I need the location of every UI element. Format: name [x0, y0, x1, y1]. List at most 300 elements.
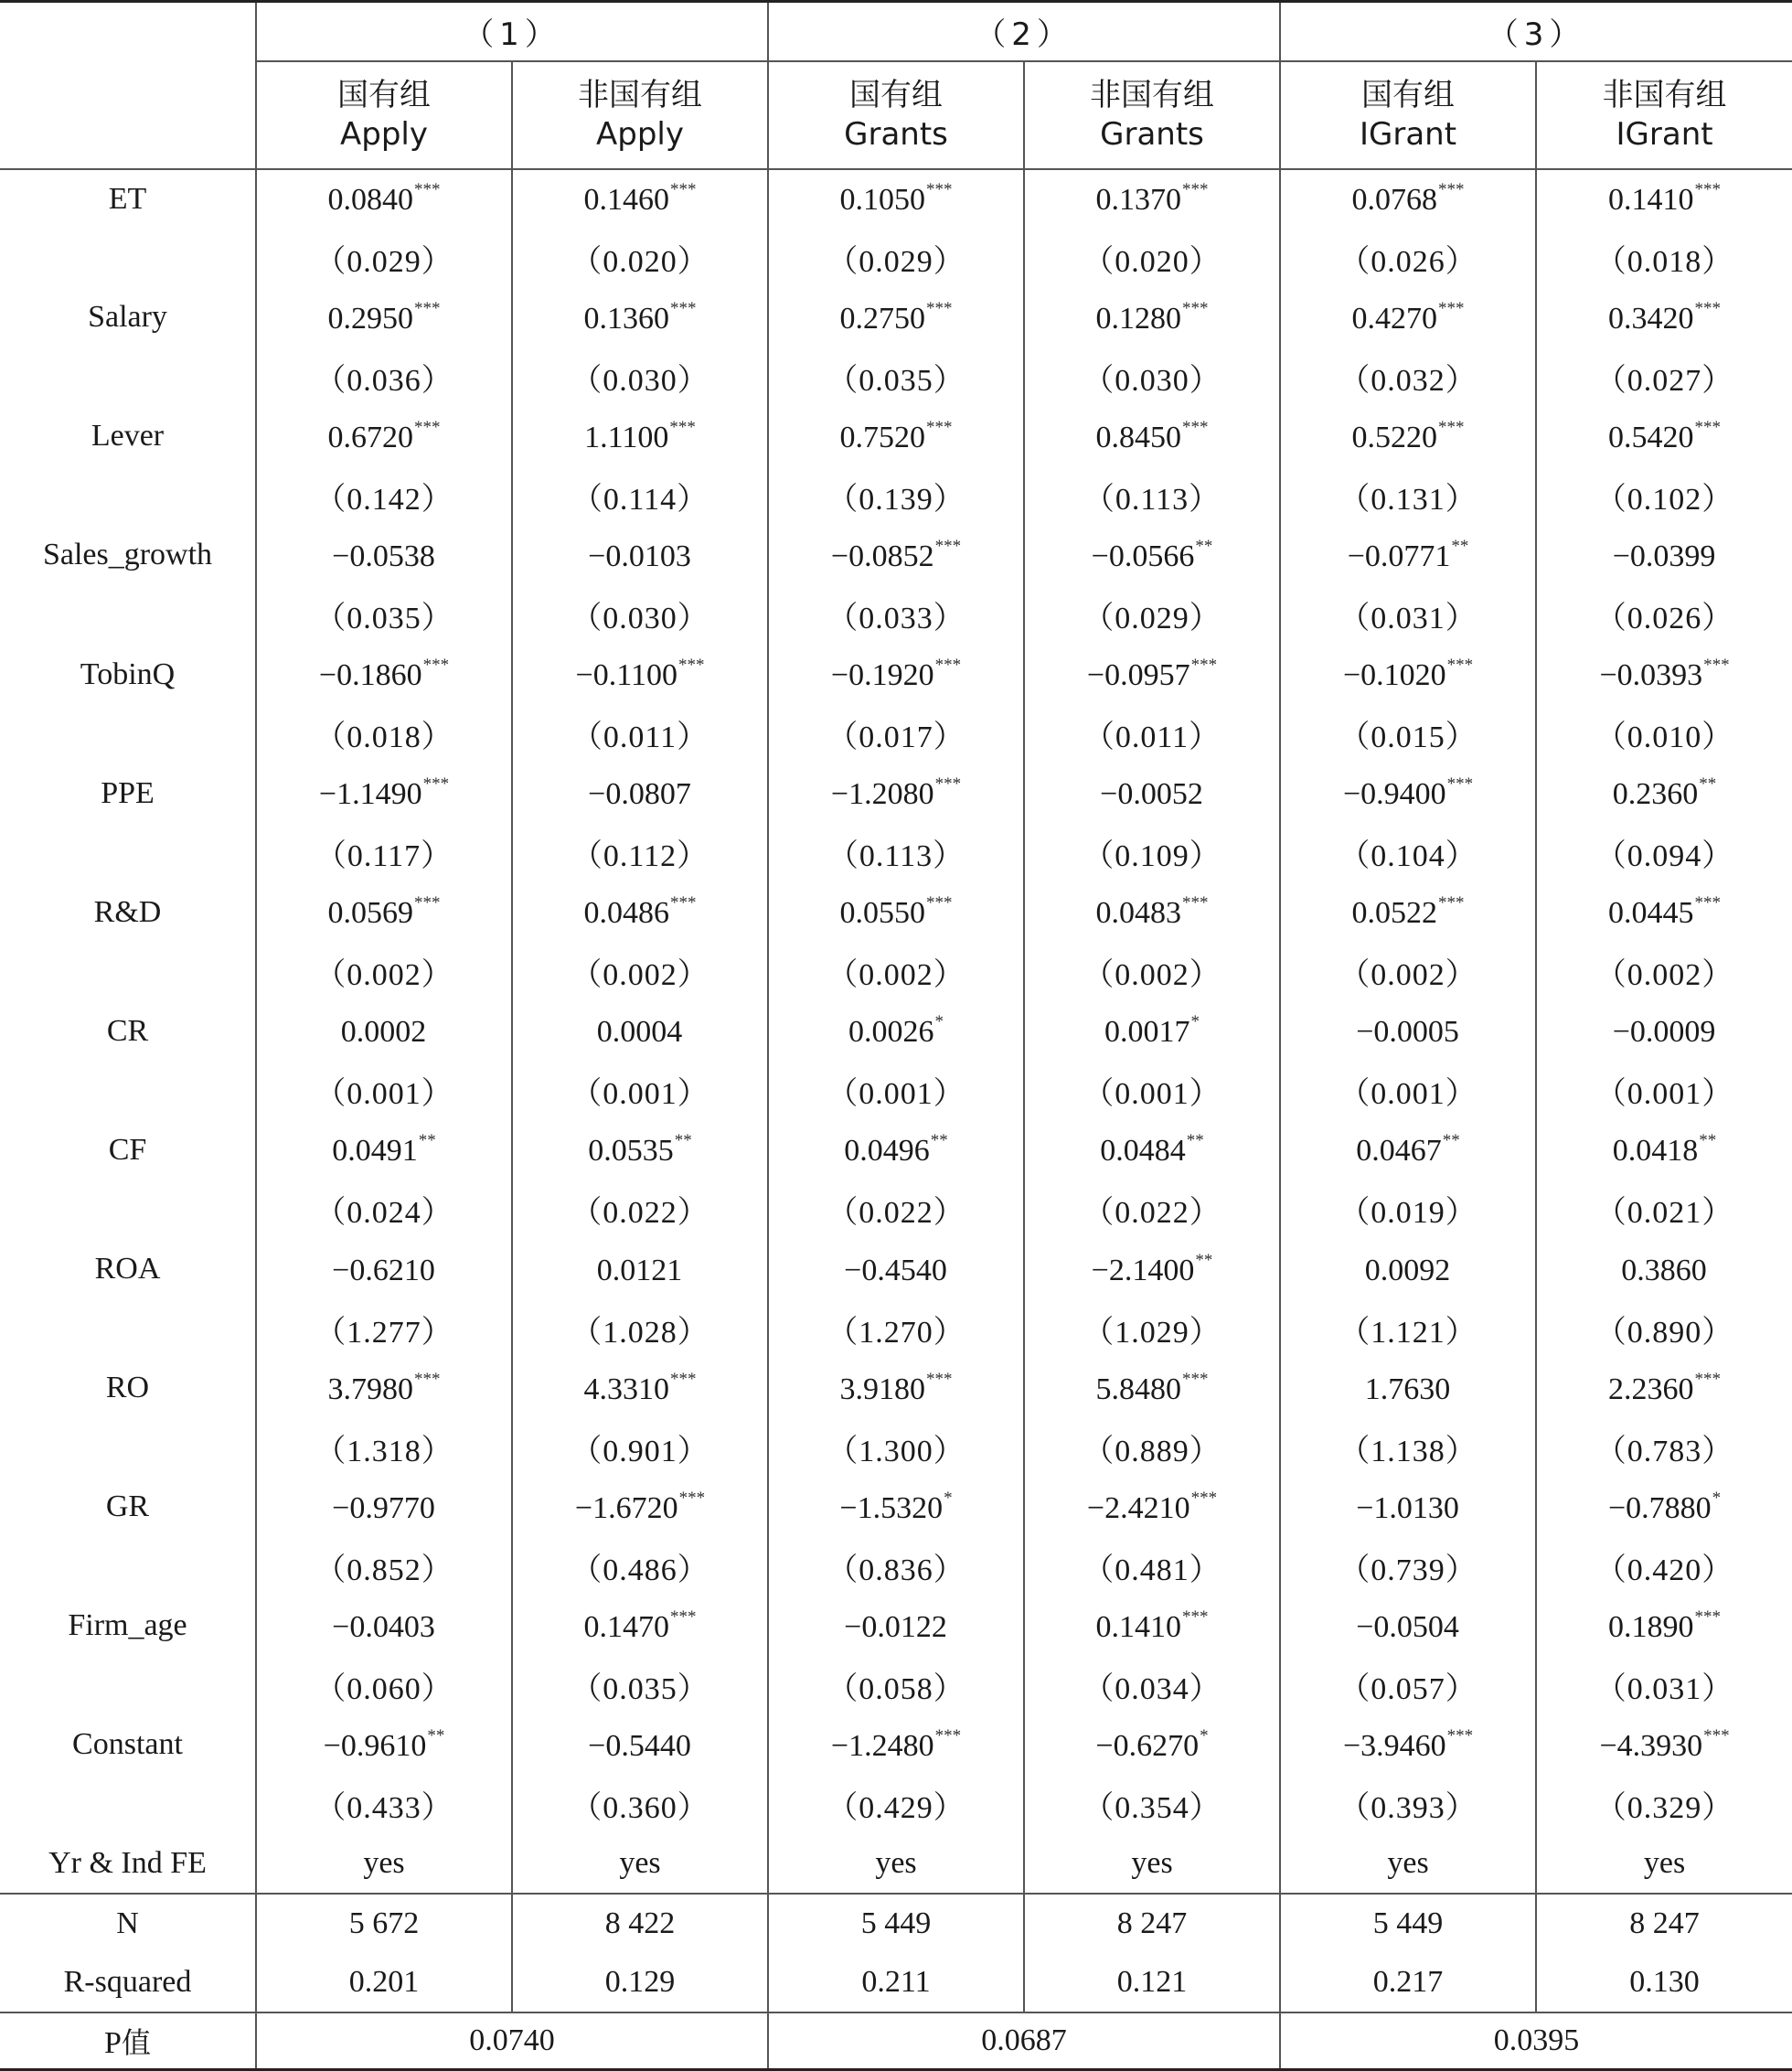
standard-error: （0.029） [1083, 601, 1221, 635]
se-row [0, 1775, 1792, 1834]
se-cell [1024, 585, 1280, 645]
coef-value: −1.1490 [318, 777, 422, 812]
se-cell [768, 347, 1024, 407]
significance-stars: *** [934, 536, 962, 556]
standard-error: （0.002） [1083, 958, 1221, 993]
significance-stars: *** [669, 417, 696, 437]
standard-error: （0.011） [1083, 721, 1221, 755]
se-cell [1024, 823, 1280, 882]
standard-error: （0.022） [1083, 1196, 1221, 1231]
row-label-empty [0, 1299, 256, 1359]
standard-error: （0.018） [315, 721, 453, 755]
se-cell [512, 1299, 768, 1359]
coef-value: −0.0103 [588, 539, 691, 573]
significance-stars: *** [1703, 656, 1730, 676]
significance-stars: *** [670, 180, 697, 200]
standard-error: （0.021） [1595, 1196, 1734, 1231]
se-cell [768, 1656, 1024, 1715]
row-label [0, 882, 256, 942]
column-group-label: 国有组 [849, 76, 944, 113]
cell-value: 8 247 [1116, 1906, 1188, 1941]
coef-row [0, 1239, 1792, 1298]
coef-value: 0.0026 [848, 1015, 934, 1050]
standard-error: （0.029） [827, 244, 965, 279]
row-label-text: Yr & Ind FE [48, 1845, 207, 1880]
se-cell [1536, 1656, 1792, 1715]
significance-stars: ** [1451, 536, 1469, 556]
row-label-text: R&D [93, 894, 162, 929]
p-value-cell [1280, 2012, 1792, 2069]
coef-cell [768, 1359, 1024, 1418]
coef-cell [1024, 169, 1280, 229]
significance-stars: ** [1186, 1131, 1204, 1151]
se-row [0, 942, 1792, 1001]
se-cell [512, 585, 768, 645]
value-cell [768, 1894, 1024, 1953]
se-cell [1280, 704, 1536, 763]
column-group-label: 非国有组 [578, 76, 702, 113]
value-cell [1280, 1894, 1536, 1953]
coef-cell [256, 169, 512, 229]
significance-stars: ** [930, 1131, 948, 1151]
coef-cell [512, 1359, 768, 1418]
standard-error: （0.001） [827, 1077, 965, 1112]
coef-value: −0.5440 [588, 1728, 691, 1763]
coef-cell [256, 1120, 512, 1180]
standard-error: （1.028） [571, 1315, 709, 1350]
coef-cell [768, 763, 1024, 823]
row-label-empty [0, 942, 256, 1001]
standard-error: （0.017） [827, 721, 965, 755]
header-group-row [0, 2, 1792, 61]
coef-cell [1024, 882, 1280, 942]
se-cell [1280, 1775, 1536, 1834]
value-cell [1536, 1953, 1792, 2012]
coef-value: 0.2360 [1612, 777, 1699, 812]
coef-row [0, 763, 1792, 823]
standard-error: （0.142） [315, 482, 453, 517]
cell-value: yes [875, 1845, 917, 1880]
significance-stars: *** [1446, 656, 1474, 676]
se-cell [512, 823, 768, 882]
coef-value: 0.0535 [588, 1134, 674, 1169]
coef-value: 0.0483 [1095, 896, 1182, 931]
n-row [0, 1894, 1792, 1953]
coef-cell [1536, 763, 1792, 823]
significance-stars: *** [926, 893, 953, 913]
se-cell [1280, 585, 1536, 645]
significance-stars: *** [670, 893, 697, 913]
coef-row [0, 169, 1792, 229]
significance-stars: ** [1699, 1131, 1717, 1151]
se-cell [256, 585, 512, 645]
significance-stars: *** [1694, 417, 1722, 437]
se-cell [256, 1299, 512, 1359]
value-cell [1280, 1834, 1536, 1894]
coef-cell [256, 1001, 512, 1061]
standard-error: （0.022） [571, 1196, 709, 1231]
se-cell [512, 704, 768, 763]
standard-error: （0.429） [827, 1790, 965, 1825]
se-cell [256, 942, 512, 1001]
column-variable-label: Grants [1100, 115, 1204, 153]
table-body [0, 2, 1792, 2070]
standard-error: （0.002） [315, 958, 453, 993]
row-label [0, 1001, 256, 1061]
significance-stars: *** [1703, 1725, 1730, 1745]
standard-error: （1.029） [1083, 1315, 1221, 1350]
significance-stars: *** [1694, 180, 1722, 200]
coef-value: 0.5220 [1351, 420, 1438, 454]
cell-value: yes [1387, 1845, 1429, 1880]
row-label-text: Constant [72, 1727, 183, 1762]
coef-cell [1024, 526, 1280, 585]
significance-stars: *** [678, 1488, 706, 1508]
column-variable-label: Grants [844, 115, 948, 153]
coef-value: −0.7880 [1607, 1490, 1712, 1525]
coef-cell [768, 1001, 1024, 1061]
row-label [0, 1478, 256, 1537]
coef-cell [512, 288, 768, 347]
coef-value: −3.9460 [1342, 1728, 1446, 1763]
coef-cell [512, 407, 768, 466]
se-cell [256, 1537, 512, 1596]
coef-cell [1280, 1359, 1536, 1418]
se-cell [512, 229, 768, 288]
coef-value: 0.0467 [1356, 1134, 1442, 1169]
coef-cell [1536, 1239, 1792, 1298]
standard-error: （0.015） [1339, 721, 1477, 755]
se-cell [768, 585, 1024, 645]
row-label-empty [0, 704, 256, 763]
standard-error: （0.486） [571, 1553, 709, 1587]
row-label [0, 1834, 256, 1894]
value-cell [1024, 1834, 1280, 1894]
row-label-empty [0, 229, 256, 288]
significance-stars: *** [1190, 1488, 1218, 1508]
p-label-latin: P [104, 2026, 122, 2061]
coef-value: 0.0840 [327, 183, 413, 218]
se-row [0, 229, 1792, 288]
standard-error: （0.112） [571, 839, 709, 874]
se-cell [1536, 585, 1792, 645]
standard-error: （0.002） [1339, 958, 1477, 993]
se-cell [1024, 466, 1280, 526]
row-label [0, 407, 256, 466]
column-group-label: 国有组 [337, 76, 431, 113]
se-row [0, 347, 1792, 407]
standard-error: （1.318） [315, 1434, 453, 1468]
coef-cell [768, 1478, 1024, 1537]
row-label-text: CF [108, 1132, 147, 1167]
significance-stars: *** [926, 417, 953, 437]
se-cell [1024, 1775, 1280, 1834]
standard-error: （0.031） [1595, 1671, 1734, 1706]
coef-cell [1024, 1359, 1280, 1418]
cell-value: 0.201 [348, 1965, 420, 2000]
coef-value: 2.2360 [1608, 1372, 1694, 1406]
se-cell [1536, 1418, 1792, 1478]
coef-cell [512, 1120, 768, 1180]
coef-cell [768, 882, 1024, 942]
significance-stars: *** [1438, 298, 1465, 318]
coef-value: 0.1470 [583, 1609, 669, 1644]
standard-error: （0.354） [1083, 1790, 1221, 1825]
coef-value: 0.0569 [327, 896, 413, 931]
coef-value: −0.6210 [332, 1253, 435, 1287]
standard-error: （0.035） [315, 601, 453, 635]
significance-stars: *** [934, 774, 962, 795]
coef-cell [1280, 882, 1536, 942]
coef-cell [768, 288, 1024, 347]
se-cell [1280, 466, 1536, 526]
column-header [768, 61, 1024, 169]
standard-error: （0.030） [571, 363, 709, 398]
standard-error: （0.031） [1339, 601, 1477, 635]
coef-cell [1024, 1596, 1280, 1656]
cell-value: yes [619, 1845, 661, 1880]
row-label-empty [0, 823, 256, 882]
p-label-cjk: 值 [121, 2025, 151, 2061]
se-cell [1280, 347, 1536, 407]
group-header [768, 2, 1280, 61]
coef-cell [1024, 1120, 1280, 1180]
se-cell [768, 1775, 1024, 1834]
coef-value: 5.8480 [1095, 1372, 1182, 1406]
value-cell [1536, 1834, 1792, 1894]
coef-cell [1280, 1001, 1536, 1061]
standard-error: （0.109） [1083, 839, 1221, 874]
standard-error: （0.001） [1595, 1077, 1734, 1112]
se-cell [1536, 1061, 1792, 1120]
coef-cell [768, 169, 1024, 229]
significance-stars: *** [926, 180, 953, 200]
coef-value: 3.7980 [327, 1372, 413, 1406]
coef-value: −0.4540 [844, 1253, 947, 1287]
se-cell [1536, 229, 1792, 288]
se-row [0, 1656, 1792, 1715]
coef-cell [768, 526, 1024, 585]
coef-value: 0.1370 [1095, 183, 1182, 218]
row-label-text: Firm_age [68, 1608, 187, 1643]
column-header [1536, 61, 1792, 169]
value-cell [512, 1894, 768, 1953]
significance-stars: ** [1195, 536, 1213, 556]
coef-cell [1024, 1715, 1280, 1775]
se-row [0, 823, 1792, 882]
cell-value: 0.211 [861, 1965, 931, 2000]
coef-value: 0.2950 [327, 301, 413, 336]
row-label-text: TobinQ [80, 657, 176, 691]
significance-stars: *** [1182, 1369, 1209, 1389]
standard-error: （0.060） [315, 1671, 453, 1706]
row-label-text: ET [108, 181, 147, 216]
coef-value: 0.0484 [1100, 1134, 1186, 1169]
coef-value: 0.1890 [1608, 1609, 1694, 1644]
coef-cell [1024, 288, 1280, 347]
se-cell [768, 466, 1024, 526]
standard-error: （0.058） [827, 1671, 965, 1706]
significance-stars: *** [934, 656, 962, 676]
cell-value: 8 247 [1629, 1906, 1700, 1941]
significance-stars: *** [414, 1369, 441, 1389]
coef-value: 0.5420 [1608, 420, 1694, 454]
standard-error: （0.360） [571, 1790, 709, 1825]
se-cell [256, 466, 512, 526]
coef-cell [768, 1715, 1024, 1775]
se-cell [768, 1418, 1024, 1478]
coef-row [0, 1478, 1792, 1537]
coef-cell [1536, 1120, 1792, 1180]
standard-error: （0.001） [1083, 1077, 1221, 1112]
coef-row [0, 882, 1792, 942]
row-label-empty [0, 1180, 256, 1239]
coef-value: 0.1360 [583, 301, 669, 336]
row-label [0, 645, 256, 704]
standard-error: （0.836） [827, 1553, 965, 1587]
se-cell [256, 704, 512, 763]
standard-error: （0.027） [1595, 363, 1734, 398]
row-label-empty [0, 347, 256, 407]
coef-value: 0.0768 [1351, 183, 1438, 218]
coef-cell [512, 1239, 768, 1298]
coef-value: −0.0566 [1091, 539, 1195, 573]
standard-error: （0.020） [571, 244, 709, 279]
coef-row [0, 1120, 1792, 1180]
standard-error: （0.783） [1595, 1434, 1734, 1468]
column-header [512, 61, 768, 169]
se-row [0, 704, 1792, 763]
cell-value: 0.217 [1372, 1965, 1444, 2000]
standard-error: （0.131） [1339, 482, 1477, 517]
row-label-empty [0, 466, 256, 526]
significance-stars: *** [670, 1369, 697, 1389]
coef-value: −0.0957 [1086, 658, 1190, 693]
cell-value: 5 672 [348, 1906, 420, 1941]
coef-value: 0.0522 [1351, 896, 1438, 931]
coef-cell [1280, 1596, 1536, 1656]
se-cell [1280, 942, 1536, 1001]
p-row [0, 2012, 1792, 2069]
coef-value: −0.0009 [1612, 1015, 1716, 1050]
se-cell [1024, 704, 1280, 763]
cell-value: 0.121 [1116, 1965, 1188, 2000]
significance-stars: *** [670, 298, 697, 318]
standard-error: （1.121） [1339, 1315, 1477, 1350]
coef-cell [768, 645, 1024, 704]
coef-value: −0.0852 [830, 539, 934, 573]
standard-error: （0.002） [827, 958, 965, 993]
significance-stars: ** [427, 1725, 445, 1745]
coef-value: −1.5320 [839, 1490, 944, 1525]
coef-cell [1536, 1715, 1792, 1775]
coef-cell [256, 1596, 512, 1656]
coef-value: 0.0002 [340, 1015, 427, 1050]
coef-value: −2.1400 [1091, 1253, 1195, 1287]
coef-cell [1280, 1478, 1536, 1537]
significance-stars: * [1190, 1012, 1200, 1032]
se-cell [256, 1061, 512, 1120]
row-label-text: Lever [91, 419, 165, 454]
standard-error: （0.030） [1083, 363, 1221, 398]
coef-value: −0.1920 [830, 658, 934, 693]
se-cell [768, 942, 1024, 1001]
se-cell [1536, 1299, 1792, 1359]
fe-row [0, 1834, 1792, 1894]
coef-value: −2.4210 [1086, 1490, 1190, 1525]
row-label-text: Salary [88, 300, 167, 335]
row-label-empty [0, 1537, 256, 1596]
column-group-label: 非国有组 [1602, 76, 1727, 113]
cell-value: yes [1131, 1845, 1173, 1880]
significance-stars: *** [414, 298, 441, 318]
standard-error: （0.393） [1339, 1790, 1477, 1825]
p-value: 0.0740 [469, 2023, 555, 2058]
coef-cell [1280, 288, 1536, 347]
coef-value: 0.4270 [1351, 301, 1438, 336]
significance-stars: ** [418, 1131, 436, 1151]
standard-error: （0.010） [1595, 721, 1734, 755]
coef-cell [512, 1001, 768, 1061]
coef-cell [1536, 407, 1792, 466]
significance-stars: *** [1694, 1369, 1722, 1389]
se-cell [1280, 1656, 1536, 1715]
se-cell [256, 1418, 512, 1478]
header-sub-row [0, 61, 1792, 169]
standard-error: （0.026） [1339, 244, 1477, 279]
value-cell [512, 1953, 768, 2012]
significance-stars: *** [1446, 774, 1474, 795]
significance-stars: *** [1438, 417, 1465, 437]
coef-value: 1.1100 [584, 420, 669, 454]
coef-value: 0.1050 [839, 183, 926, 218]
coef-cell [256, 1478, 512, 1537]
coef-cell [1536, 526, 1792, 585]
coef-row [0, 1715, 1792, 1775]
coef-value: 1.7630 [1364, 1372, 1451, 1406]
significance-stars: * [1712, 1488, 1722, 1508]
significance-stars: ** [674, 1131, 692, 1151]
standard-error: （0.033） [827, 601, 965, 635]
standard-error: （0.036） [315, 363, 453, 398]
coef-cell [1024, 407, 1280, 466]
p-value: 0.0395 [1493, 2023, 1580, 2058]
cell-value: 0.130 [1629, 1965, 1700, 2000]
standard-error: （1.270） [827, 1315, 965, 1350]
coef-cell [256, 288, 512, 347]
coef-cell [512, 1715, 768, 1775]
coef-value: 0.7520 [839, 420, 926, 454]
significance-stars: *** [1438, 893, 1465, 913]
se-cell [1024, 1656, 1280, 1715]
standard-error: （0.032） [1339, 363, 1477, 398]
significance-stars: *** [1182, 180, 1209, 200]
group-label: （1） [463, 16, 561, 53]
coef-value: −0.6270 [1095, 1728, 1200, 1763]
significance-stars: *** [1182, 417, 1209, 437]
significance-stars: *** [934, 1725, 962, 1745]
value-cell [768, 1953, 1024, 2012]
se-row [0, 466, 1792, 526]
se-cell [1024, 1418, 1280, 1478]
se-cell [1024, 347, 1280, 407]
coef-cell [256, 1239, 512, 1298]
value-cell [256, 1953, 512, 2012]
se-cell [768, 1180, 1024, 1239]
coef-value: 0.1410 [1608, 183, 1694, 218]
standard-error: （0.113） [1083, 482, 1221, 517]
row-label [0, 1953, 256, 2012]
